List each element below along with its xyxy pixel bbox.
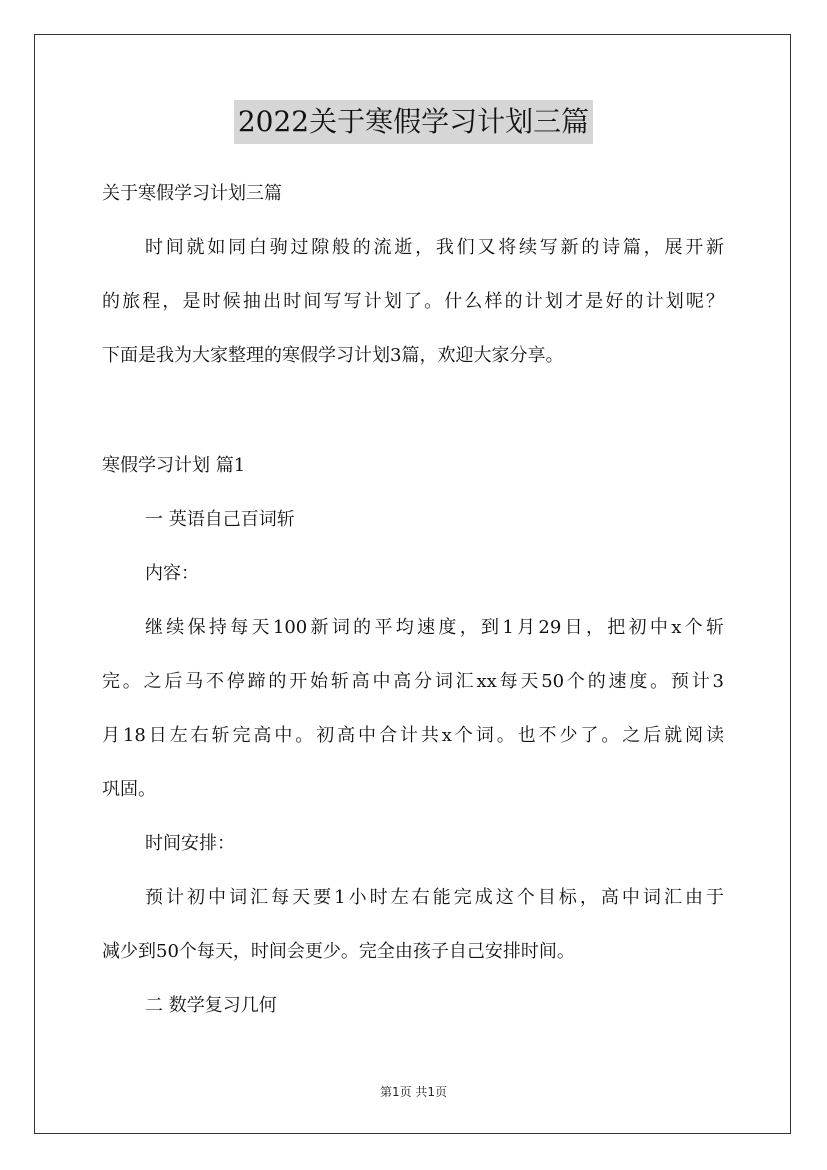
- item-title-english: 一 英语自己百词斩: [145, 509, 295, 530]
- content-line-1: 继续保持每天100新词的平均速度，到1月29日，把初中x个斩: [145, 617, 724, 638]
- item-title-math: 二 数学复习几何: [145, 995, 277, 1016]
- intro-line-2: 的旅程，是时候抽出时间写写计划了。什么样的计划才是好的计划呢？: [102, 291, 724, 312]
- intro-line-3: 下面是我为大家整理的寒假学习计划3篇，欢迎大家分享。: [102, 345, 564, 366]
- title-container: [0, 100, 827, 144]
- content-line-3: 月18日左右斩完高中。初高中合计共x个词。也不少了。之后就阅读: [102, 725, 724, 746]
- document-title: 2022关于寒假学习计划三篇: [234, 100, 593, 144]
- time-line-2: 减少到50个每天，时间会更少。完全由孩子自己安排时间。: [102, 941, 575, 962]
- time-label: 时间安排：: [145, 833, 235, 854]
- document-subtitle: 关于寒假学习计划三篇: [102, 183, 282, 204]
- content-label: 内容：: [145, 563, 199, 584]
- page-footer: 第1页 共1页: [379, 1085, 448, 1099]
- content-line-2: 完。之后马不停蹄的开始斩高中高分词汇xx每天50个的速度。预计3: [102, 671, 724, 692]
- time-line-1: 预计初中词汇每天要1小时左右能完成这个目标，高中词汇由于: [145, 887, 724, 908]
- section-heading: 寒假学习计划 篇1: [102, 455, 246, 476]
- content-line-4: 巩固。: [102, 779, 156, 800]
- intro-line-1: 时间就如同白驹过隙般的流逝，我们又将续写新的诗篇，展开新: [145, 237, 724, 258]
